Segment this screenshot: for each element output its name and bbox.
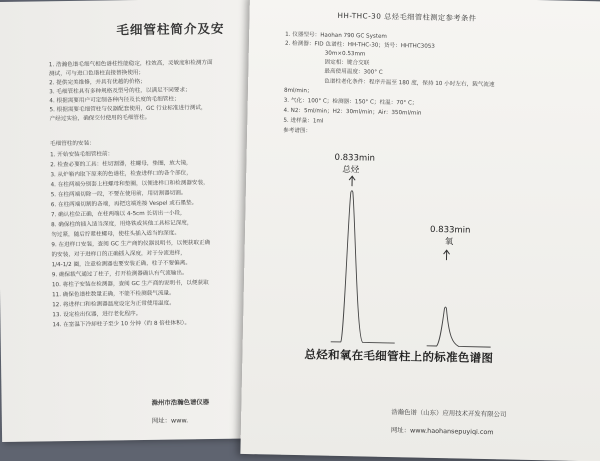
peak1-time-label: 0.833min	[334, 154, 375, 163]
condition-line: 2. 检测器：FID 色谱柱：HH-THC-30；货号：HHTHC3053	[285, 42, 435, 51]
氧-peak-trace	[427, 307, 492, 347]
install-line: 9. 确保载气通过了柱子，打开检测器确认有气流输出。	[52, 271, 188, 278]
intro-line: 测试，可与进口色谱柱直接替换使用；	[49, 71, 144, 78]
install-line: 勿过紧，随后拧紧柱螺母，使柱头插入适当的深度。	[51, 231, 180, 238]
install-line: 10. 将柱子安装在检测器，查阅 GC 生产商的说明书，以便获取	[52, 281, 209, 289]
总烃-peak-trace	[331, 190, 398, 343]
chromatogram-caption: 总烃和氧在毛细管柱上的标准色谱图	[304, 349, 493, 364]
right-sheet-title: HH-THC-30 总烃毛细管柱测定参考条件	[337, 12, 476, 22]
install-line: 1/4-1/2 圈，注意检测器也要安装正确，柱子不要偏离。	[52, 261, 191, 269]
install-heading: 毛细管柱的安装：	[50, 142, 95, 148]
right-document-sheet	[240, 0, 600, 461]
intro-line: 3. 毛细管柱具有多种规格及型号的柱，以满足不同要求；	[49, 88, 190, 96]
install-line: 12. 将进样口和检测器温度设定为正常使用温度。	[52, 302, 175, 309]
peak2-time-label: 0.833min	[430, 226, 471, 235]
install-line: 13. 设定检出仪器，进行老化程序。	[52, 312, 141, 319]
condition-line: 参考谱图：	[283, 129, 311, 135]
left-footer-web: 网址：www.	[152, 417, 188, 424]
condition-line: 4. N2：5ml/min；H2：30ml/min；Air：350ml/min	[283, 109, 421, 117]
install-line: 5. 在柱两端切除一段，不要在使用前，用切割器切割。	[51, 191, 187, 198]
chromatogram-oxygen	[425, 250, 497, 351]
condition-line: 固定相：键合交联	[325, 61, 370, 68]
intro-line: 4. 根据需要用户可定制各种内径及长度的毛细管柱；	[49, 97, 179, 104]
install-line: 7. 确认柱位正确，在柱两端以 4-5cm 长切出一小段，	[51, 211, 186, 218]
install-line: 14. 在室温下冷却柱子至少 10 分钟（约 8 倍柱体积）。	[52, 321, 190, 329]
chromatogram-total-hydrocarbon	[329, 176, 403, 347]
peak2-name-label: 氧	[445, 238, 454, 247]
install-line: 4. 在柱两端分别套上柱螺母和垫圈，以便进样口和检测器安装，	[51, 181, 209, 189]
intro-line: 2. 提供完美维修，并具有优越的价格；	[49, 80, 146, 87]
install-line: 9. 在进样口安装，查阅 GC 生产商的仪器说明书，以便获取正确	[51, 241, 210, 249]
intro-line: 产经过实验，确保交付使用的毛细管柱。	[50, 116, 151, 123]
condition-line: 3. 气化：100° C；检测器：150° C；柱温：70° C；	[284, 99, 418, 107]
peak1-name-label: 总烃	[342, 166, 359, 175]
install-line: 2. 检查必要的工具：柱切割器，柱螺母，垫圈，放大镜，	[50, 161, 191, 169]
install-line: 3. 从炉箱内取下原来的色谱柱，检查进样口的各个部位，	[50, 171, 191, 179]
install-line: 1. 开始安装毛细管柱前：	[50, 152, 113, 158]
condition-line: 色谱柱老化条件：程序升温至 180 度，保持 10 小时左右，载气流速	[324, 80, 494, 89]
condition-line: 1. 仪器型号：Haohan 790 GC System	[285, 33, 387, 41]
install-line: 8. 确保柱的插入适当深度，用烙铁或其他工具标记深度，	[51, 221, 192, 229]
right-footer-company: 浩瀚色谱（山东）应用技术开发有限公司	[391, 409, 506, 418]
intro-line: 5. 根据需要毛细管柱与仪器配套使用，GC 行业标准进行测试，	[49, 106, 206, 114]
condition-line: 最高使用温度：300° C	[324, 70, 382, 77]
right-footer-web: 网址：www.haohansepuyiqi.com	[391, 427, 494, 436]
condition-line: 30m×0.53mm	[325, 52, 366, 58]
intro-line: 1. 浩瀚色谱毛细气相色谱柱性能稳定，柱效高，灵敏度和检测方面	[49, 61, 213, 69]
left-sheet-title: 毛细管柱简介及安	[116, 23, 224, 37]
condition-line: 5. 进样量：1ml	[283, 119, 323, 125]
condition-line: 8ml/min；	[284, 89, 313, 95]
install-line: 11. 确保色谱柱数量正确，不能不检测载气流量。	[52, 292, 175, 299]
install-line: 的安装，对于进样口的正确插入深度，对于分流进样，	[52, 251, 186, 258]
left-footer-company: 滁州市浩瀚色谱仪器	[152, 399, 210, 406]
install-line: 6. 在柱两端切割的各端，再把这端连接 Vespel 或石墨垫。	[51, 201, 198, 209]
